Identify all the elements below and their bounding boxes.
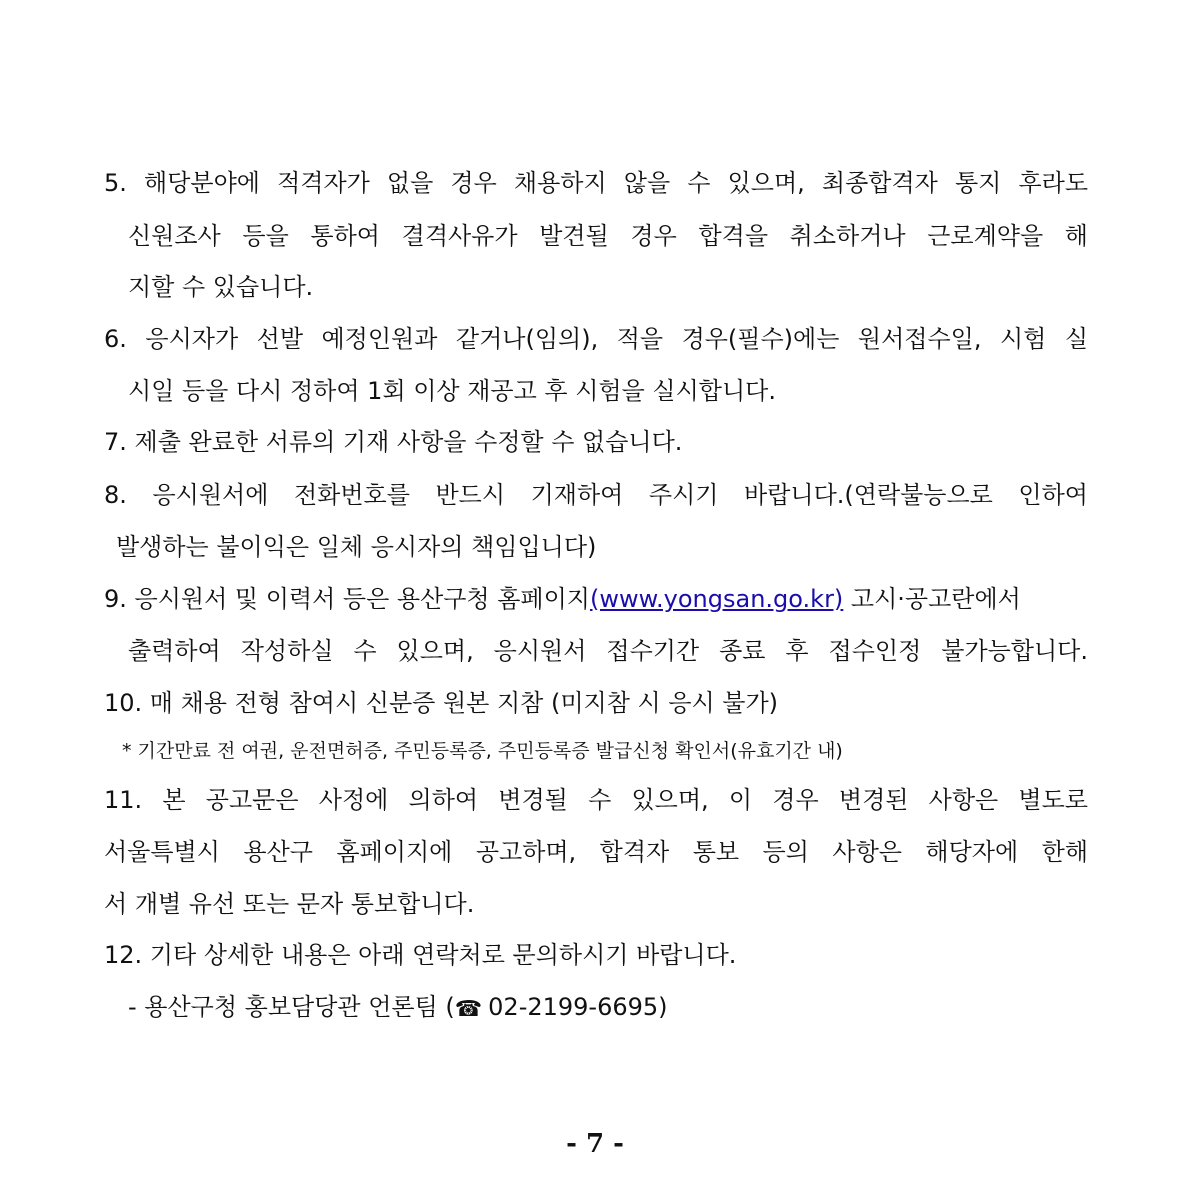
contact-prefix: - 용산구청 홍보담당관 언론팀 ( bbox=[128, 993, 455, 1021]
item-11-line-3: 서 개별 유선 또는 문자 통보합니다. bbox=[104, 890, 475, 918]
item-12-line-1: 12. 기타 상세한 내용은 아래 연락처로 문의하시기 바랍니다. bbox=[104, 941, 737, 969]
telephone-icon: ☎ bbox=[454, 997, 483, 1022]
item-9-text-suffix: 고시·공고란에서 bbox=[843, 585, 1021, 613]
item-9-line-2: 출력하여 작성하실 수 있으며, 응시원서 접수기간 종료 후 접수인정 불가능합니다. bbox=[128, 637, 1088, 665]
id-note: * 기간만료 전 여권, 운전면허증, 주민등록증, 주민등록증 발급신청 확인서(유효기간 내) bbox=[122, 740, 843, 762]
item-5-line-3: 지할 수 있습니다. bbox=[128, 273, 314, 301]
page-number: - 7 - bbox=[566, 1129, 624, 1159]
item-10-line-1: 10. 매 채용 전형 참여시 신분증 원본 지참 (미지참 시 응시 불가) bbox=[104, 689, 779, 717]
item-9-line-1 bbox=[104, 582, 1088, 616]
contact-line bbox=[128, 990, 668, 1027]
item-5-line-1: 5. 해당분야에 적격자가 없을 경우 채용하지 않을 수 있으며, 최종합격자 통지 후라도 bbox=[104, 169, 1088, 197]
item-8-line-1: 8. 응시원서에 전화번호를 반드시 기재하여 주시기 바랍니다.(연락불능으로 인하여 bbox=[104, 481, 1088, 509]
item-6-line-2: 시일 등을 다시 정하여 1회 이상 재공고 후 시험을 실시합니다. bbox=[128, 377, 776, 405]
item-5-line-2: 신원조사 등을 통하여 결격사유가 발견될 경우 합격을 취소하거나 근로계약을 해 bbox=[128, 222, 1088, 250]
contact-number: 02-2199-6695) bbox=[488, 993, 668, 1021]
item-6-line-1: 6. 응시자가 선발 예정인원과 같거나(임의), 적을 경우(필수)에는 원서접수일, 시험 실 bbox=[104, 325, 1088, 353]
item-9-text-prefix: 9. 응시원서 및 이력서 등은 용산구청 홈페이지 bbox=[104, 585, 590, 613]
homepage-link[interactable]: (www.yongsan.go.kr) bbox=[589, 585, 844, 613]
item-7-line-1: 7. 제출 완료한 서류의 기재 사항을 수정할 수 없습니다. bbox=[104, 428, 683, 456]
item-11-line-1: 11. 본 공고문은 사정에 의하여 변경될 수 있으며, 이 경우 변경된 사항은 별도로 bbox=[104, 786, 1088, 814]
item-11-line-2: 서울특별시 용산구 홈페이지에 공고하며, 합격자 통보 등의 사항은 해당자에 한해 bbox=[104, 838, 1088, 866]
item-8-line-2: 발생하는 불이익은 일체 응시자의 책임입니다) bbox=[116, 533, 597, 561]
